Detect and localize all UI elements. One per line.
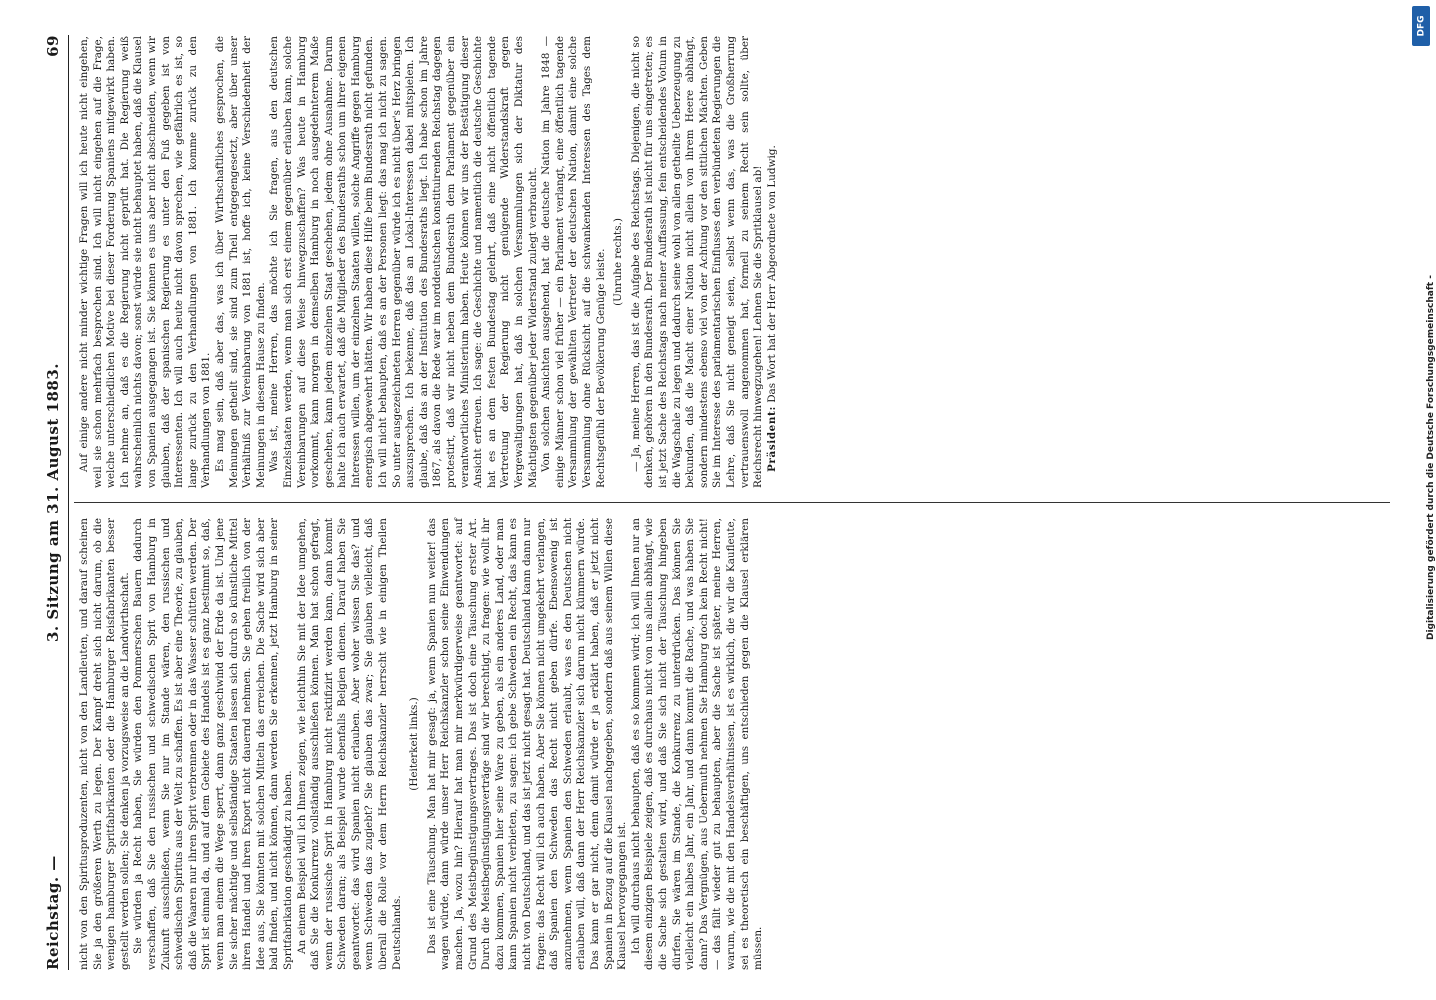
president-statement [766,36,780,488]
laughter-note: (Heiterkeit links.) [408,697,421,791]
president-label: Präsident: [765,406,778,472]
right-paragraph-3: Was ist, meine Herren, das möchte ich Sie fragen, aus den deutschen Einzelstaaten werden, wenn man sich erst einem gegenüber erlauben kann, solche Vereinbarungen auf diese Weise hinwegzuschaffen? Was heute in Hamburg vorkommt, kann morgen in demselben Hamburg in noch ausgedehnterem Maße geschehen, kann jedem einzelnen Staat geschehen, jedem ohne Ausnahme. Darum halte ich auch erwartet, daß die Mitglieder des Bundesraths schon um ihrer eigenen Interessen willen, um der einzelnen Staaten willen, solche Angriffe gegen Hamburg energisch abgewehrt hätten. Wir haben diese Hilfe beim Bundesrath nicht gefunden. Ich will nicht behaupten, daß es an der Personen liegt: das mag ich nicht zu sagen. So unter ausgezeichneten Herren gegenüber würde ich es nicht über's Herz bringen auszusprechen. Ich bekenne, daß das an Lokal-Interessen dabei mitspielen. Ich glaube, daß das an der Institution des Bundesraths liegt. Ich habe schon im Jahre 1867, als davon die Rede war im norddeutschen konstituirenden Reichstag dagegen protestirt, daß wir nicht neben dem Bundesrath dem Parlament gegenüber ein verantwortliches Ministerium haben. Heute können wir uns der Bestätigung dieser Ansicht erfreuen. Ich sage: die Geschichte und namentlich die deutsche Geschichte hat es an dem festen Bundestag gelehrt, daß eine nicht öffentlich tagende Vertretung der Regierung nicht genügende Widerstandskraft gegen Vergewaltigungen hat, daß in solchen Versammlungen sich der Diktatur des Mächtigsten gegenüber jeder Widerstand zulegt verbraucht. [268,36,539,488]
right-column [78,36,1390,488]
left-column [78,518,1390,970]
unrest-note: (Unruhe rechts.) [612,218,625,306]
left-paragraph-2: Sie würden ja Recht haben, Sie würden den Pommerschen Bauern dadurch verschaffen, daß Sie den russischen und schwedischen Sprit von Hamburg in Zukunft ausschließen, wenn Sie nur im Stande wären, den russischen und schwedischen Spiritus aus der Welt zu schaffen. Es ist aber eine Theorie, zu glauben, daß die Waaren nur ihren Sprit verbrennen oder in das Wasser schütten werden. Der Sprit ist einmal da, und auf dem Gebiete des Handels ist es ganz bestimmt so, daß, wenn man einem die Wege sperrt, dann ganz geschwind der Erde da ist. Und jene Sie sicher mächtige und selbständige Staaten lassen sich durch so künstliche Mittel ihren Handel und ihren Export nicht dauernd nehmen. Sie gehen freilich von der Idee aus, Sie könnten mit solchen Mitteln das erreichen. Die Sache wird sich aber bald finden, und nicht können, dann werden Sie erkennen, jetzt Hamburg in seiner Spritfabrikation geschädigt zu haben. [132,518,294,970]
president-text: Das Wort hat der Herr Abgeordnete von Ludwig. [765,145,778,403]
page-header [40,35,66,970]
left-paragraph-4: Das ist eine Täuschung. Man hat mir gesagt: ja, wenn Spanien nun weiter! das wagen würde, dann würde unser Herr Reichskanzler schon seine Einwendungen machen. Ja, wozu hin? Hierauf hat man mir merkwürdigerweise geantwortet: auf Grund des Meistbegünstigungsvertrages. Das ist doch eine Täuschung erster Art. Durch die Meistbegünstigungsverträge sind wir berechtigt, zu fragen: wie wollt ihr dazu kommen, Spanien hier seine Ware zu geben, als ein anderes Land, oder man kann Spanien nicht verbieten, zu sagen: ich gebe Schweden ein Recht, das kann es nicht von Deutschland, und das ist jetzt nicht gesagt hat. Deutschland kann dann nur fragen: das Recht will ich auch haben. Aber Sie können nicht umgekehrt verlangen, daß Spanien den Schweden das Recht nicht geben dürfe. Ebensowenig ist anzunehmen, wenn Spanien den Schweden erlaubt, was es den Deutschen nicht erlauben will, daß dann der Herr Reichskanzler sich darum nicht kümmern würde. Das kann er gar nicht, denn damit würde er ja erklärt haben, daß er jetzt nicht Spanien in Bezug auf die Klausel nachgegeben, sondern daß aus seinem Willen diese Klausel hervorgegangen ist. [425,518,629,970]
right-paragraph-2: Es mag sein, daß aber das, was ich über Wirthschaftliches gesprochen, die Meinungen getheilt sind, sie sind zum Theil entgegengesetzt, aber über unser Verhältniß zur Vereinbarung von 1881 ist, hoffe ich, keine Verschiedenheit der Meinungen in diesem Hause zu finden. [213,36,267,488]
left-paragraph-3: An einem Beispiel will ich Ihnen zeigen, wie leichthin Sie mit der Idee umgehen, daß Sie die Konkurrenz vollständig ausschließen können. Man hat schon gefragt, wenn der russische Sprit in Hamburg nicht rektifizirt werden kann, dann kommt Schweden daran; als Beispiel wurde ebenfalls Belgien dienen. Darauf haben Sie geantwortet: das wird Spanien nicht erlauben. Aber woher wissen Sie das? und wenn Schweden das zugiebt? Sie glauben das zwar; Sie glauben vielleicht, daß überall die Rolle vor dem Herrn Reichskanzler herrscht wie in einigen Theilen Deutschlands. [295,518,403,970]
right-paragraph-5: — Ja, meine Herren, das ist die Aufgabe des Reichstags. Diejenigen, die nicht so denken, gehören in den Bundesrath. Der Bundesrath ist nicht für uns eingetreten; es ist jetzt Sache des Reichstags nach meiner Auffassung, fein entscheidendes Votum in die Wagschale zu legen und dadurch seine wohl von allen getheilte Ueberzeugung zu bekunden, daß die Macht einer Nation nicht allein von ihrem Heere abhängt, sondern mindestens ebenso viel von der Achtung vor den sittlichen Mächten. Geben Sie im Interesse des parlamentarischen Einflusses den verbündeten Regierungen die Lehre, daß Sie nicht geneigt seien, selbst wenn das, was die Großherrung vertrauenswoll angenommen hat, formell zu seinem Recht sein sollte, über Reichsrecht hinwegzugehen! Lehnen Sie die Spritklausel ab! [629,36,765,488]
column-divider [74,502,1390,503]
left-paragraph-5: Ich will durchaus nicht behaupten, daß es so kommen wird; ich will Ihnen nur an diesem einzigen Beispiele zeigen, daß es durchaus nicht von uns allein abhängt, wie die Sache sich gestalten wird, und daß Sie sich nicht der Täuschung hingeben dürfen, Sie wären im Stande, die Konkurrenz zu unterdrücken. Das können Sie vielleicht ein halbes Jahr, ein Jahr, und dann kommt die Rache, und was haben Sie dann? Das Vergnügen, aus Uebermuth nehmen Sie Hamburg doch kein Recht nicht! — das fällt wieder gut zu behaupten, aber die Sache ist später, meine Herren, warum, wie die mit den Handelsverhältnissen, ist es wirklich, die wir die Kaufleute, sei es theoretisch ein beschäftigen, uns entschieden gegen die Klausel erklären müssen. [629,518,765,970]
header-title: 3. Sitzung am 31. August 1883. [44,362,62,643]
left-paragraph-1: nicht von den Spiritusproduzenten, nicht von den Landleuten, und darauf scheinen Sie ja den größeren Werth zu legen. Der Kampf dreht sich nicht darum, ob die wenigen hamburger Spritfabrikanten oder die Hamburger Reisfabrikanten besser gestellt werden sollen; Sie denken ja vorzugsweise an die Landwirthschaft. [78,518,131,970]
dfg-logo: DFG [1412,6,1430,46]
header-rule [68,35,69,970]
rotated-page [40,15,1400,990]
right-paragraph-1: Auf einige andere nicht minder wichtige Fragen will ich heute nicht eingehen, weil sie schon mehrfach besprochen sind. Ich will nicht eingehen auf die Frage, welche unterschiedlichen Motive bei dieser Forderung Spaniens mitgewirkt haben. Ich nehme an, daß es die Regierung nicht geprüft hat. Die Regierung weiß wahrscheinlich nichts davon; sonst würde sie nicht behauptet haben, daß die Klausel von Spanien ausgegangen ist. Sie können es uns aber nicht abschneiden, wenn wir glauben, daß der spanischen Regierung es unter den Fuß gegeben ist von Interessenten. Ich will auch heute nicht davon sprechen, wie gefährlich es ist, so lange zurück zu den Verhandlungen von 1881. Ich komme zurück zu den Verhandlungen von 1881. [78,36,213,488]
digitization-credit: Digitalisierung gefördert durch die Deutsche Forschungsgemeinschaft - [1426,275,1436,640]
right-paragraph-4: Von solchen Ansichten ausgehend, hat die deutsche Nation im Jahre 1848 — einige Männer schon viel früher — ein Parlament verlangt, eine öffentlich tagende Versammlung der gewählten Vertreter der deutschen Nation, damit eine solche Versammlung ohne Rücksicht auf die schwankenden Interessen des Tages dem Rechtsgefühl der Bevölkerung Genüge leiste. [540,36,607,488]
header-left: Reichstag. — [44,855,62,970]
page-number: 69 [44,35,62,57]
